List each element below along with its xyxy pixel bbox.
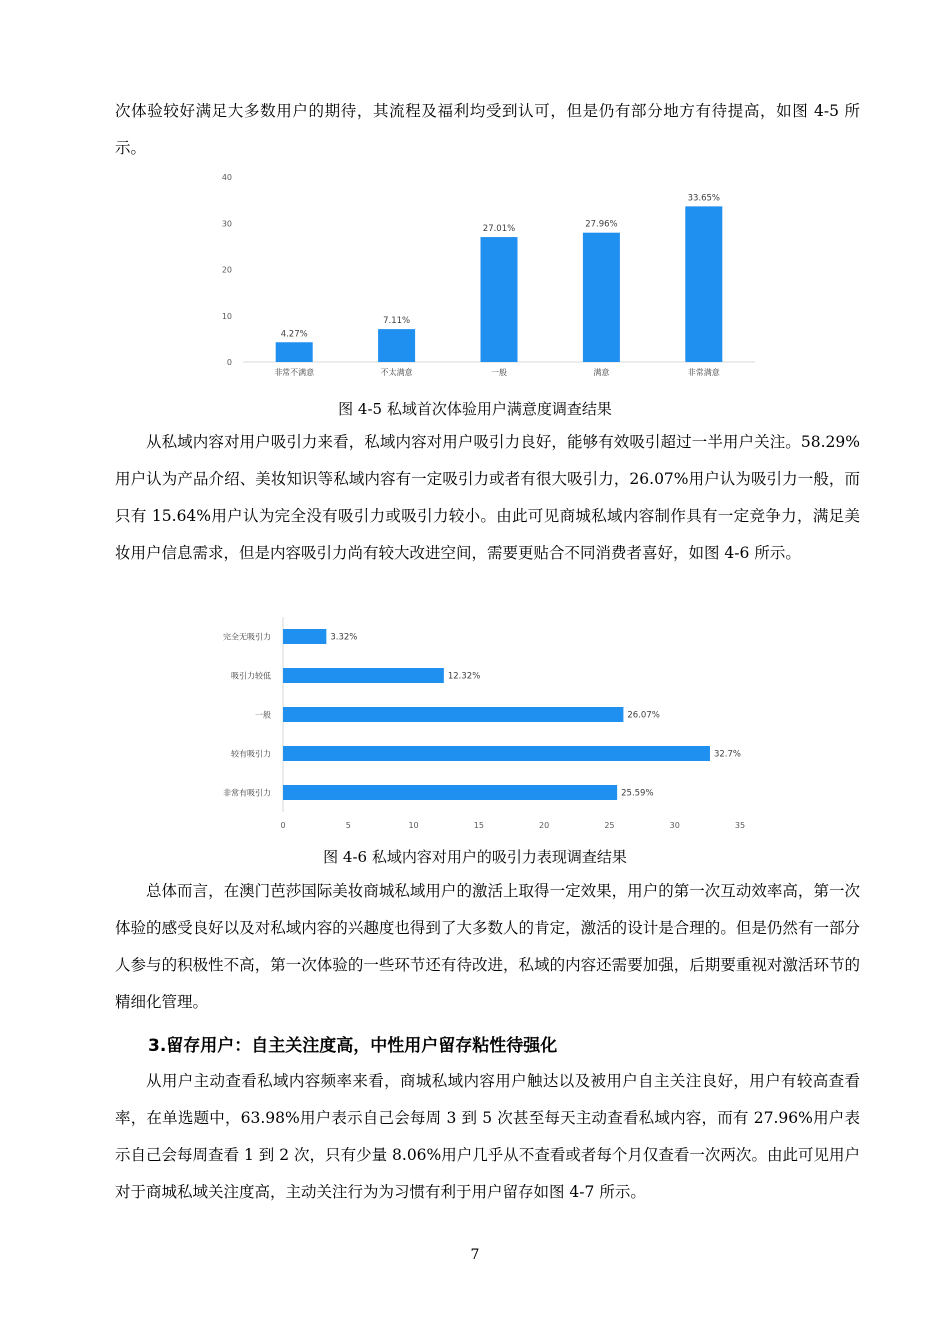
- data-label: 12.32%: [447, 671, 481, 682]
- data-label: 27.96%: [585, 219, 618, 230]
- bar: [283, 668, 444, 683]
- bar: [283, 746, 710, 761]
- x-tick-label: 非常满意: [687, 368, 720, 377]
- paragraph-1: 次体验较好满足大多数用户的期待，其流程及福利均受到认可，但是仍有部分地方有待提高，如图 4-5 所示。: [115, 102, 860, 157]
- data-label: 33.65%: [687, 193, 721, 204]
- y-tick-label: 较有吸引力: [231, 749, 271, 759]
- x-tick-label: 5: [345, 821, 351, 830]
- data-label: 4.27%: [280, 329, 308, 340]
- y-tick-label: 30: [221, 219, 232, 229]
- y-tick-label: 完全无吸引力: [223, 632, 271, 642]
- data-label: 27.01%: [482, 224, 516, 235]
- section-heading: 3.留存用户：自主关注度高，中性用户留存粘性待强化: [148, 1036, 558, 1056]
- x-tick-label: 30: [669, 821, 680, 830]
- bar: [378, 329, 415, 362]
- y-tick-label: 非常有吸引力: [223, 788, 271, 798]
- y-tick-label: 40: [221, 173, 232, 182]
- x-tick-label: 20: [539, 821, 550, 830]
- y-tick-label: 10: [221, 311, 232, 321]
- x-tick-label: 35: [734, 821, 746, 830]
- paragraph-2: 从私域内容对用户吸引力来看，私域内容对用户吸引力良好，能够有效吸引超过一半用户关注。58.29%用户认为产品介绍、美妆知识等私域内容有一定吸引力或者有很大吸引力，26.07%用户认为吸引力一般，而只有 15.64%用户认为完全没有吸引力或吸引力较小。由此可见商城私域内容制作具有一定竞争力，满足美妆用户信息需求，但是内容吸引力尚有较大改进空间，需要更贴合不同消费者喜好，如图 4-6 所示。: [115, 433, 860, 562]
- data-label: 26.07%: [627, 710, 660, 721]
- paragraph-3: 总体而言，在澳门芭莎国际美妆商城私域用户的激活上取得一定效果，用户的第一次互动效率高，第一次体验的感受良好以及对私域内容的兴趣度也得到了大多数人的肯定，激活的设计是合理的。但是仍然有一部分人参与的积极性不高，第一次体验的一些环节还有待改进，私域的内容还需要加强，后期要重视对激活环节的精细化管理。: [115, 882, 860, 1011]
- paragraph-4: 从用户主动查看私域内容频率来看，商城私域内容用户触达以及被用户自主关注良好，用户有较高查看率，在单选题中，63.98%用户表示自己会每周 3 到 5 次甚至每天主动查看私域内容，而有 27.96%用户表示自己会每周查看 1 到 2 次，只有少量 8.06%用户几乎从不查看或者每个月仅查看一次两次。由此可见用户对于商城私域关注度高，主动关注行为为习惯有利于用户留存如图 4-7 所示。: [115, 1072, 860, 1201]
- x-tick-label: 不太满意: [380, 368, 413, 377]
- figure-4-6-caption: 图 4-6 私域内容对用户的吸引力表现调查结果: [323, 848, 627, 866]
- x-tick-label: 15: [473, 821, 484, 830]
- figure-4-5-caption: 图 4-5 私域首次体验用户满意度调查结果: [338, 400, 612, 418]
- bar: [283, 785, 617, 800]
- x-tick-label: 非常不满意: [274, 368, 315, 377]
- x-tick-label: 满意: [593, 368, 610, 377]
- bar: [481, 237, 518, 362]
- y-tick-label: 一般: [255, 710, 271, 720]
- bar: [283, 629, 326, 644]
- bar: [276, 342, 313, 362]
- data-label: 32.7%: [713, 749, 741, 760]
- data-label: 3.32%: [330, 632, 358, 643]
- x-tick-label: 25: [604, 821, 615, 830]
- bar: [583, 233, 620, 362]
- y-tick-label: 吸引力较低: [231, 671, 271, 681]
- data-label: 25.59%: [621, 788, 654, 799]
- x-tick-label: 0: [280, 821, 286, 830]
- bar: [685, 206, 722, 362]
- bar: [283, 707, 623, 722]
- x-tick-label: 10: [408, 821, 419, 830]
- data-label: 7.11%: [383, 316, 411, 327]
- y-tick-label: 20: [221, 265, 232, 275]
- y-tick-label: 0: [226, 358, 232, 367]
- page-number: 7: [470, 1247, 480, 1263]
- x-tick-label: 一般: [491, 368, 507, 377]
